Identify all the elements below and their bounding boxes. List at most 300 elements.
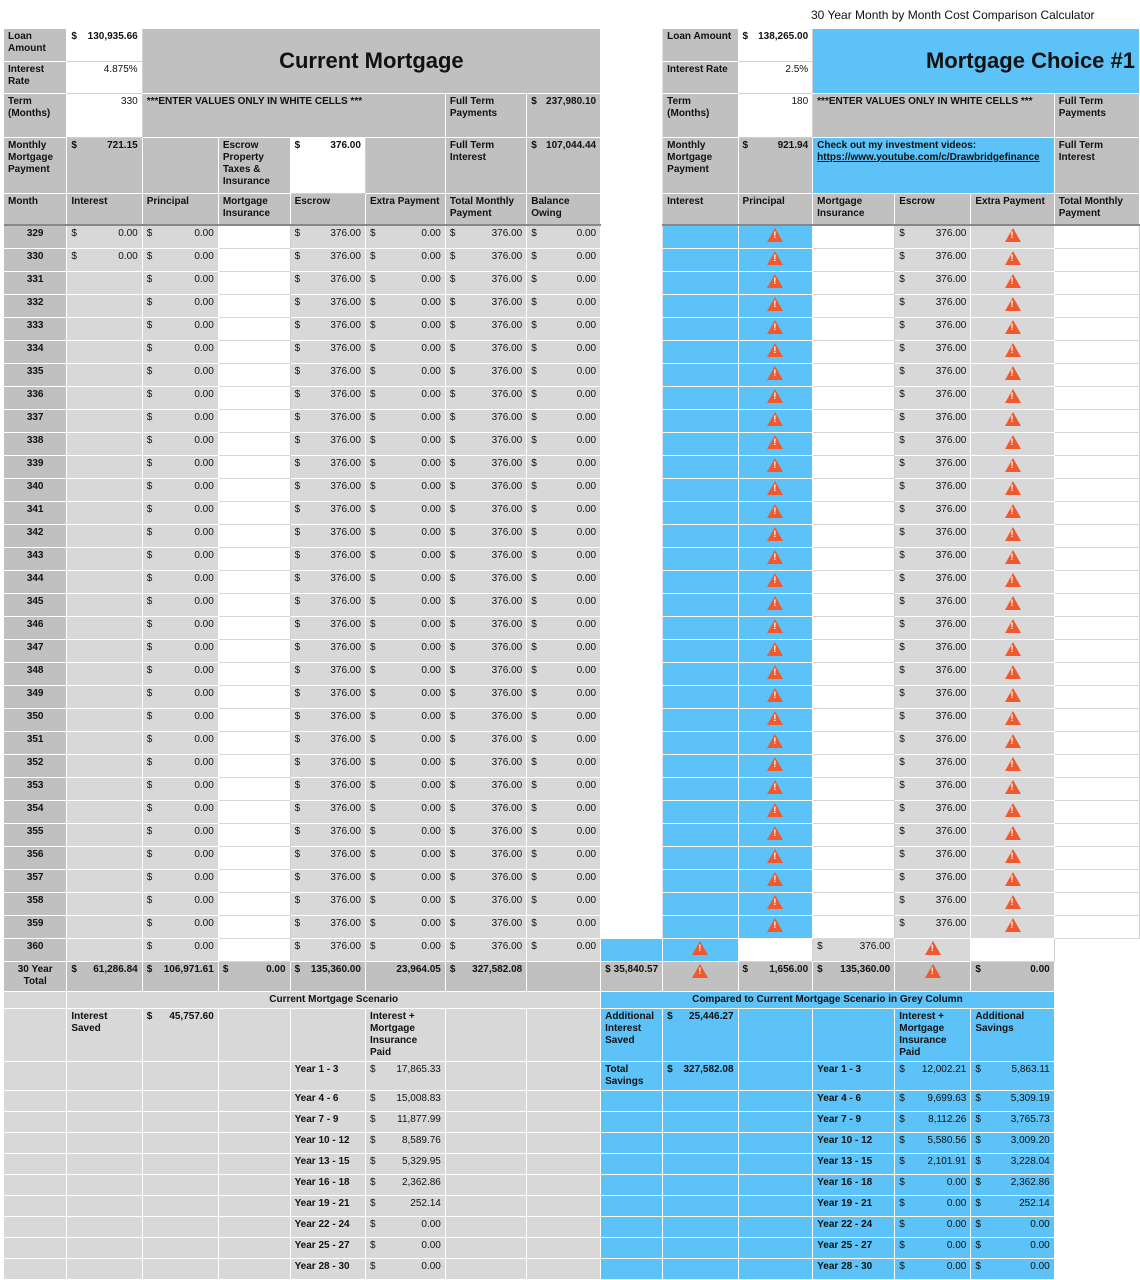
mortgage-insurance-cell[interactable] (218, 548, 290, 571)
choice-mortgage-insurance-cell[interactable] (813, 502, 895, 525)
choice-mortgage-insurance-cell[interactable] (813, 617, 895, 640)
current-year-paid: 0.00 (421, 1240, 441, 1251)
warning-icon (1005, 458, 1021, 472)
mortgage-insurance-cell[interactable] (218, 640, 290, 663)
extra-payment: 0.00 (421, 274, 441, 285)
extra-payment-cell (365, 341, 445, 364)
choice-year-paid: 0.00 (946, 1240, 967, 1251)
currency-sign: $ (146, 458, 153, 469)
escrow: 376.00 (330, 734, 361, 745)
choice-mortgage-insurance-cell[interactable] (813, 226, 895, 249)
warning-icon (1005, 297, 1021, 311)
balance: 0.00 (576, 665, 597, 676)
total-monthly: 376.00 (491, 274, 523, 285)
currency-sign: $ (146, 228, 153, 239)
total-monthly: 376.00 (491, 527, 523, 538)
currency-sign: $ (449, 251, 456, 262)
choice-escrow: 376.00 (935, 803, 967, 814)
current-loan-amount-cell[interactable] (67, 29, 142, 61)
mortgage-insurance-cell[interactable] (218, 594, 290, 617)
choice-escrow: 376.00 (935, 435, 967, 446)
currency-sign: $ (294, 458, 301, 469)
currency-sign: $ (369, 251, 376, 262)
currency-sign: $ (899, 504, 905, 515)
choice-interest-cell (663, 226, 738, 249)
mortgage-insurance-cell[interactable] (218, 916, 290, 939)
choice-loan-amount: 138,265.00 (758, 31, 809, 42)
balance-cell (527, 571, 601, 594)
current-year-paid: 0.00 (421, 1261, 441, 1272)
mortgage-insurance-cell[interactable] (218, 893, 290, 916)
choice-escrow-cell (895, 824, 971, 847)
choice-interest-cell (663, 502, 738, 525)
principal: 0.00 (194, 918, 214, 929)
mortgage-insurance-cell[interactable] (218, 801, 290, 824)
currency-sign: $ (531, 366, 537, 377)
balance-cell (527, 709, 601, 732)
total-monthly: 376.00 (491, 711, 523, 722)
current-term-cell[interactable] (67, 93, 142, 137)
choice-mortgage-insurance-cell[interactable] (813, 709, 895, 732)
total-savings-label: Total Savings (601, 1062, 663, 1091)
choice-mortgage-insurance-cell[interactable] (813, 433, 895, 456)
mortgage-insurance-cell[interactable] (218, 249, 290, 272)
choice-mortgage-insurance-cell[interactable] (813, 594, 895, 617)
currency-sign: $ (531, 481, 537, 492)
currency-sign: $ (531, 665, 537, 676)
extra-payment: 0.00 (421, 504, 441, 515)
choice-mortgage-insurance-cell[interactable] (813, 387, 895, 410)
warning-icon (1005, 711, 1021, 725)
total-monthly: 376.00 (491, 228, 523, 239)
total-monthly: 376.00 (491, 573, 523, 584)
mortgage-insurance-cell[interactable] (218, 410, 290, 433)
extra-payment-cell (365, 663, 445, 686)
principal: 0.00 (194, 297, 214, 308)
choice-mortgage-insurance-cell[interactable] (813, 916, 895, 939)
warning-cell (971, 732, 1054, 755)
balance-cell (527, 594, 601, 617)
currency-sign: $ (369, 481, 376, 492)
mortgage-insurance-cell[interactable] (218, 341, 290, 364)
warning-icon (925, 964, 941, 978)
warning-icon (1005, 573, 1021, 587)
currency-sign: $ (449, 458, 456, 469)
choice-escrow-cell (895, 893, 971, 916)
warning-icon (1005, 389, 1021, 403)
currency-sign: $ (449, 389, 456, 400)
currency-sign: $ (294, 688, 301, 699)
currency-sign: $ (146, 757, 153, 768)
additional-year-savings: 5,863.11 (1011, 1064, 1050, 1075)
principal-cell (142, 433, 218, 456)
currency-sign: $ (817, 964, 823, 975)
choice-year-paid-cell (895, 1091, 971, 1112)
currency-sign: $ (531, 228, 537, 239)
choice-year-paid: 2,101.91 (927, 1156, 967, 1167)
mortgage-insurance-cell[interactable] (218, 479, 290, 502)
escrow-cell (290, 249, 365, 272)
interest-cell (67, 686, 142, 709)
total-mortgage-insurance-cell (218, 962, 290, 992)
month-cell: 329 (4, 226, 67, 249)
choice-mortgage-insurance-cell[interactable] (813, 548, 895, 571)
mortgage-insurance-cell[interactable] (218, 387, 290, 410)
choice-mortgage-insurance-cell[interactable] (813, 295, 895, 318)
choice-year-paid: 8,112.26 (928, 1114, 967, 1125)
mortgage-insurance-cell[interactable] (218, 525, 290, 548)
mortgage-insurance-cell[interactable] (218, 456, 290, 479)
currency-sign: $ (369, 1198, 376, 1209)
mortgage-insurance-cell[interactable] (218, 778, 290, 801)
choice-mortgage-insurance-cell[interactable] (813, 525, 895, 548)
choice-mortgage-insurance-cell[interactable] (813, 364, 895, 387)
mortgage-insurance-cell[interactable] (218, 226, 290, 249)
choice-col-header-extra-payment: Extra Payment (971, 193, 1054, 225)
interest-cell (67, 318, 142, 341)
month-cell: 333 (4, 318, 67, 341)
interest-cell (67, 617, 142, 640)
currency-sign: $ (975, 1219, 981, 1230)
extra-payment-cell (365, 502, 445, 525)
principal-cell (142, 295, 218, 318)
choice-escrow-cell (895, 847, 971, 870)
balance-cell (527, 755, 601, 778)
totals-row (4, 962, 1140, 992)
choice-total-monthly-cell (1054, 755, 1139, 778)
total-monthly-cell (445, 341, 526, 364)
choice-mortgage-insurance-cell[interactable] (813, 893, 895, 916)
extra-payment-cell (365, 226, 445, 249)
warning-cell (738, 571, 813, 594)
mortgage-insurance-cell[interactable] (218, 847, 290, 870)
total-monthly: 376.00 (491, 343, 523, 354)
mortgage-insurance-cell[interactable] (218, 686, 290, 709)
currency-sign: $ (71, 228, 77, 239)
balance: 0.00 (576, 389, 597, 400)
balance-cell (527, 364, 601, 387)
warning-cell (738, 249, 813, 272)
col-header-extra-payment: Extra Payment (365, 193, 445, 225)
extra-payment-cell (365, 594, 445, 617)
extra-payment-cell (365, 272, 445, 295)
escrow-cell (290, 778, 365, 801)
choice-total-monthly-cell (1054, 801, 1139, 824)
currency-sign: $ (531, 95, 537, 107)
mortgage-insurance-cell[interactable] (218, 939, 290, 962)
choice-mortgage-insurance-cell[interactable] (813, 640, 895, 663)
escrow-cell (290, 226, 365, 249)
principal: 0.00 (194, 688, 214, 699)
currency-sign: $ (899, 596, 905, 607)
choice-total-monthly-cell (1054, 318, 1139, 341)
warning-icon (767, 849, 783, 863)
mortgage-insurance-cell[interactable] (218, 755, 290, 778)
currency-sign: $ (899, 849, 905, 860)
choice-total-monthly-cell (1054, 847, 1139, 870)
current-year-paid-cell (365, 1238, 445, 1259)
table-row (4, 387, 1140, 410)
warning-icon (1005, 527, 1021, 541)
extra-payment: 0.00 (421, 711, 441, 722)
mortgage-insurance-cell[interactable] (218, 433, 290, 456)
escrow-cell (290, 939, 365, 962)
currency-sign: $ (146, 251, 153, 262)
mortgage-insurance-cell[interactable] (218, 824, 290, 847)
current-year-label: Year 16 - 18 (290, 1175, 365, 1196)
currency-sign: $ (294, 412, 301, 423)
choice-mortgage-insurance-cell[interactable] (813, 824, 895, 847)
principal: 0.00 (194, 343, 214, 354)
interest-cell (67, 778, 142, 801)
escrow-input-cell[interactable] (290, 137, 365, 193)
table-row (4, 778, 1140, 801)
choice-mortgage-insurance-cell[interactable] (813, 847, 895, 870)
extra-payment: 0.00 (421, 895, 441, 906)
choice-mortgage-insurance-cell[interactable] (813, 410, 895, 433)
choice-mortgage-insurance-cell[interactable] (813, 272, 895, 295)
principal-cell (142, 272, 218, 295)
warning-cell (895, 962, 971, 992)
choice-interest-cell (663, 778, 738, 801)
warning-cell (971, 893, 1054, 916)
choice-year-paid: 9,699.63 (927, 1093, 967, 1104)
mortgage-insurance-cell[interactable] (218, 571, 290, 594)
choice-year-label: Year 7 - 9 (813, 1112, 895, 1133)
currency-sign: $ (899, 642, 905, 653)
escrow-cell (290, 732, 365, 755)
currency-sign: $ (531, 343, 537, 354)
choice-mortgage-insurance-cell[interactable] (813, 571, 895, 594)
current-monthly-payment-label: Monthly Mortgage Payment (4, 137, 67, 193)
escrow: 376.00 (330, 297, 361, 308)
currency-sign: $ (449, 895, 456, 906)
warning-cell (738, 456, 813, 479)
escrow-cell (290, 502, 365, 525)
month-cell: 359 (4, 916, 67, 939)
current-note: ***ENTER VALUES ONLY IN WHITE CELLS *** (142, 93, 445, 137)
currency-sign: $ (369, 320, 376, 331)
choice-mortgage-insurance-cell[interactable] (738, 939, 813, 962)
warning-cell (971, 709, 1054, 732)
choice-total-monthly-cell (1054, 387, 1139, 410)
interest-cell (67, 272, 142, 295)
currency-sign: $ (899, 872, 905, 883)
table-row (4, 709, 1140, 732)
interest-cell (67, 709, 142, 732)
choice-escrow-cell (813, 939, 895, 962)
choice-total-monthly-cell (1054, 548, 1139, 571)
mortgage-insurance-cell[interactable] (218, 295, 290, 318)
choice-mortgage-insurance-cell[interactable] (813, 870, 895, 893)
currency-sign: $ (899, 412, 905, 423)
total-monthly: 376.00 (491, 458, 523, 469)
current-full-term-payments-label: Full Term Payments (445, 93, 526, 137)
total-interest: 61,286.84 (93, 964, 138, 975)
choice-interest-cell (663, 594, 738, 617)
choice-mortgage-insurance-cell[interactable] (813, 341, 895, 364)
additional-year-savings: 3,228.04 (1010, 1156, 1050, 1167)
choice-col-header-principal: Principal (738, 193, 813, 225)
principal-cell (142, 387, 218, 410)
mortgage-insurance-cell[interactable] (218, 318, 290, 341)
choice-escrow: 376.00 (935, 757, 967, 768)
escrow: 376.00 (330, 803, 361, 814)
interest-saved-label: Interest Saved (67, 1009, 142, 1062)
interest-cell (67, 916, 142, 939)
warning-cell (971, 479, 1054, 502)
choice-col-header-total-monthly: Total Monthly Payment (1054, 193, 1139, 225)
warning-icon (1005, 320, 1021, 334)
escrow: 376.00 (330, 274, 361, 285)
month-cell: 342 (4, 525, 67, 548)
choice-year-label: Year 25 - 27 (813, 1238, 895, 1259)
summary-year-row (4, 1175, 1140, 1196)
currency-sign: $ (449, 964, 456, 975)
promo-link[interactable]: https://www.youtube.com/c/Drawbridgefinance (817, 151, 1040, 163)
mortgage-insurance-cell[interactable] (218, 272, 290, 295)
mortgage-insurance-cell[interactable] (218, 663, 290, 686)
col-header-balance: Balance Owing (527, 193, 601, 225)
warning-cell (971, 387, 1054, 410)
balance-cell (527, 272, 601, 295)
table-row (4, 318, 1140, 341)
extra-payment-cell (365, 801, 445, 824)
warning-icon (767, 757, 783, 771)
extra-payment-cell (365, 893, 445, 916)
currency-sign: $ (975, 1064, 981, 1075)
currency-sign: $ (531, 780, 537, 791)
choice-total-escrow-cell (813, 962, 895, 992)
choice-total-monthly-cell (1054, 295, 1139, 318)
total-monthly: 376.00 (491, 389, 523, 400)
choice-year-paid-cell (895, 1175, 971, 1196)
principal: 0.00 (194, 366, 214, 377)
principal-cell (142, 640, 218, 663)
currency-sign: $ (449, 228, 456, 239)
mortgage-insurance-cell[interactable] (218, 870, 290, 893)
choice-mortgage-insurance-cell[interactable] (813, 732, 895, 755)
choice-term-cell[interactable] (738, 93, 813, 137)
choice-escrow-cell (895, 410, 971, 433)
principal-cell (142, 847, 218, 870)
summary-year-row (4, 1217, 1140, 1238)
warning-cell (738, 548, 813, 571)
choice-mortgage-insurance-cell[interactable] (813, 456, 895, 479)
warning-icon (767, 803, 783, 817)
summary-year-row (4, 1238, 1140, 1259)
current-year-paid: 8,589.76 (401, 1135, 441, 1146)
choice-year-paid-cell (895, 1196, 971, 1217)
choice-escrow: 376.00 (935, 412, 967, 423)
escrow-cell (290, 479, 365, 502)
currency-sign: $ (369, 1177, 376, 1188)
choice-escrow-cell (895, 502, 971, 525)
choice-year-label: Year 28 - 30 (813, 1259, 895, 1280)
choice-year-label: Year 22 - 24 (813, 1217, 895, 1238)
currency-sign: $ (146, 527, 153, 538)
current-year-paid-cell (365, 1196, 445, 1217)
choice-escrow-cell (895, 249, 971, 272)
choice-mortgage-insurance-cell[interactable] (813, 479, 895, 502)
choice-interest-rate-cell[interactable] (738, 61, 813, 93)
currency-sign: $ (449, 550, 456, 561)
warning-cell (738, 732, 813, 755)
choice-mortgage-insurance-cell[interactable] (813, 778, 895, 801)
principal: 0.00 (194, 504, 214, 515)
currency-sign: $ (899, 343, 905, 354)
choice-escrow-cell (895, 525, 971, 548)
currency-sign: $ (369, 343, 376, 354)
warning-icon (767, 550, 783, 564)
choice-total-monthly-sum-cell (971, 962, 1054, 992)
escrow-cell (290, 755, 365, 778)
balance-cell (527, 916, 601, 939)
currency-sign: $ (531, 872, 537, 883)
col-header-interest: Interest (67, 193, 142, 225)
currency-sign: $ (975, 1156, 981, 1167)
currency-sign: $ (294, 550, 301, 561)
warning-cell (738, 479, 813, 502)
warning-icon (1005, 251, 1021, 265)
warning-cell (738, 502, 813, 525)
mortgage-insurance-cell[interactable] (218, 732, 290, 755)
current-year-paid-cell (365, 1259, 445, 1280)
escrow: 376.00 (330, 320, 361, 331)
choice-mortgage-insurance-cell[interactable] (813, 755, 895, 778)
balance: 0.00 (576, 458, 597, 469)
extra-payment: 0.00 (421, 849, 441, 860)
current-interest-rate-cell[interactable] (67, 61, 142, 93)
warning-cell (971, 364, 1054, 387)
extra-payment-cell (365, 525, 445, 548)
choice-mortgage-insurance-cell[interactable] (813, 801, 895, 824)
mortgage-insurance-cell[interactable] (218, 364, 290, 387)
choice-mortgage-insurance-cell[interactable] (813, 663, 895, 686)
extra-payment-cell (365, 916, 445, 939)
escrow-cell (290, 318, 365, 341)
table-row (4, 226, 1140, 249)
escrow: 376.00 (330, 366, 361, 377)
principal-cell (142, 594, 218, 617)
currency-sign: $ (975, 1093, 981, 1104)
choice-interest-cell (663, 640, 738, 663)
currency-sign: $ (449, 849, 456, 860)
currency-sign: $ (899, 803, 905, 814)
choice-escrow-cell (895, 364, 971, 387)
escrow-cell (290, 548, 365, 571)
choice-year-label: Year 10 - 12 (813, 1133, 895, 1154)
currency-sign: $ (605, 964, 611, 975)
choice-monthly-payment-label: Monthly Mortgage Payment (663, 137, 738, 193)
warning-icon (767, 366, 783, 380)
warning-cell (738, 364, 813, 387)
choice-mortgage-insurance-cell[interactable] (813, 318, 895, 341)
choice-mortgage-insurance-cell[interactable] (813, 249, 895, 272)
currency-sign: $ (899, 1240, 905, 1251)
warning-icon (925, 941, 941, 955)
choice-loan-amount-cell[interactable] (738, 29, 813, 61)
total-monthly-cell (445, 755, 526, 778)
total-monthly-cell (445, 824, 526, 847)
mortgage-insurance-cell[interactable] (218, 617, 290, 640)
summary-year-row (4, 1112, 1140, 1133)
currency-sign: $ (899, 573, 905, 584)
choice-mortgage-insurance-cell[interactable] (813, 686, 895, 709)
mortgage-insurance-cell[interactable] (218, 709, 290, 732)
choice-total-monthly-cell (1054, 410, 1139, 433)
mortgage-insurance-cell[interactable] (218, 502, 290, 525)
